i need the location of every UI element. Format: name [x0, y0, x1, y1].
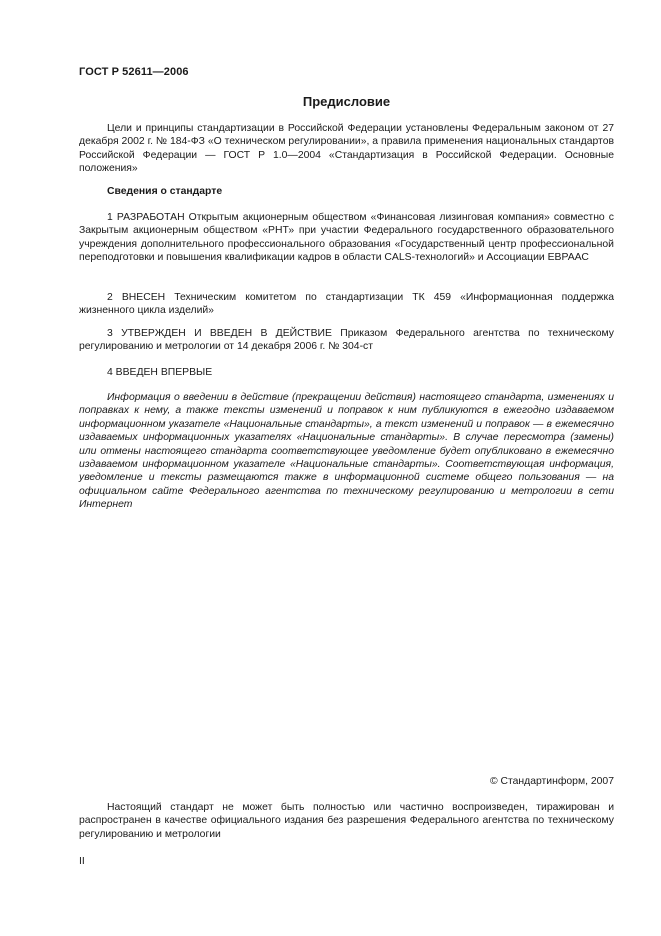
reproduction-note-text: Настоящий стандарт не может быть полностью или частично воспроизведен, тиражирован и распространен в качестве официального издания без разрешения Федерального агентства по техническому регулированию и метрологии	[79, 802, 614, 840]
item-2-text: 2 ВНЕСЕН Техническим комитетом по стандартизации ТК 459 «Информационная поддержка жизненного цикла изделий»	[79, 292, 614, 317]
item-3-text: 3 УТВЕРЖДЕН И ВВЕДЕН В ДЕЙСТВИЕ Приказом Федерального агентства по техническому регулированию и метрологии от 14 декабря 2006 г. № 304-ст	[79, 328, 614, 353]
page-title: Предисловие	[302, 94, 391, 109]
item-2-paragraph	[79, 291, 614, 318]
intro-paragraph	[79, 122, 614, 176]
copyright-notice: © Стандартинформ, 2007	[489, 776, 614, 787]
document-code-header: ГОСТ Р 52611—2006	[79, 66, 189, 78]
item-1-paragraph	[79, 211, 614, 265]
item-1-text: 1 РАЗРАБОТАН Открытым акционерным обществом «Финансовая лизинговая компания» совместно с Закрытым акционерным обществом «РНТ» при участии Федерального государственного образовательного учреждения дополнительного профессионального образования «Государственный центр профессиональной переподготовки и повышения квалификации кадров в области CALS-технологий» и Ассоциации ЕВРААС	[79, 212, 614, 264]
intro-text: Цели и принципы стандартизации в Российской Федерации установлены Федеральным законом от 27 декабря 2002 г. № 184-ФЗ «О техническом регулировании», а правила применения национальных стандартов Российской Федерации — ГОСТ Р 1.0—2004 «Стандартизация в Российской Федерации. Основные положения»	[79, 123, 614, 175]
reproduction-note-paragraph	[79, 801, 614, 841]
info-note-text: Информация о введении в действие (прекращении действия) настоящего стандарта, изменениях и поправках к нему, а также тексты изменений и поправок к ним публикуются в ежегодно издаваемом информационном указателе «Национальные стандарты», а текст изменений и поправок — в ежемесячно издаваемых информационных указателях «Национальные стандарты». В случае пересмотра (замены) или отмены настоящего стандарта соответствующее уведомление будет опубликовано в ежемесячно издаваемом информационном указателе «Национальные стандарты». Соответствующая информация, уведомление и тексты размещаются также в информационной системе общего пользования — на официальном сайте Федерального агентства по техническому регулированию и метрологии в сети Интернет	[79, 392, 614, 511]
page-number: II	[79, 856, 85, 867]
info-note-paragraph	[79, 391, 614, 512]
item-4-text: 4 ВВЕДЕН ВПЕРВЫЕ	[107, 367, 213, 378]
item-3-paragraph	[79, 327, 614, 354]
item-4-paragraph	[79, 366, 614, 379]
section-heading: Сведения о стандарте	[107, 186, 223, 197]
